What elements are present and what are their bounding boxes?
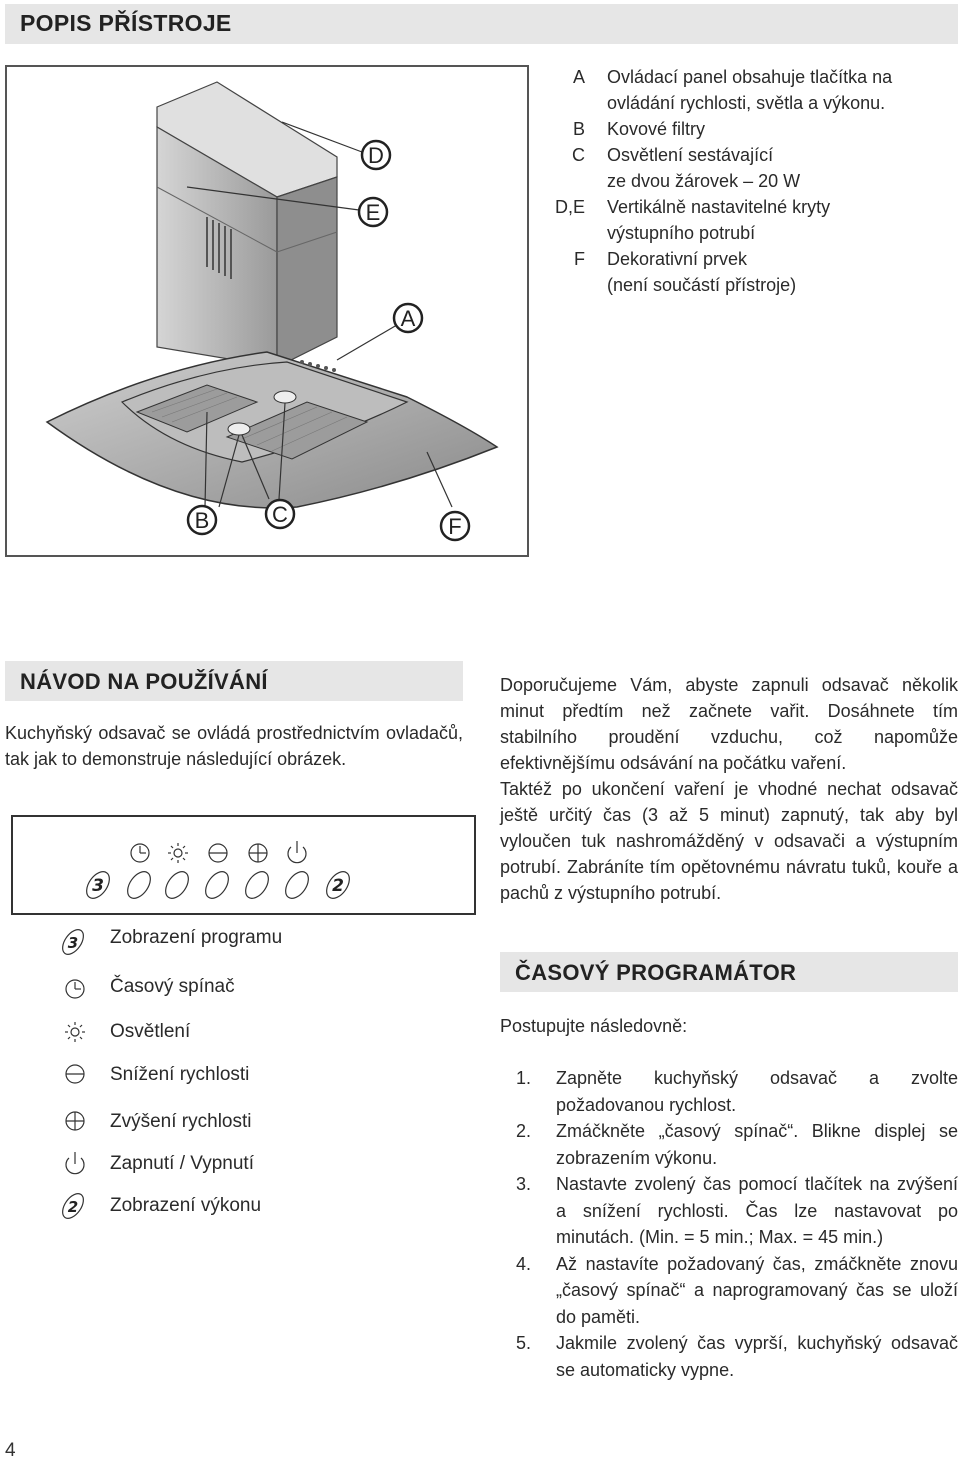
hood-drawing xyxy=(7,67,527,555)
parts-list xyxy=(545,64,892,298)
power-display-icon xyxy=(55,1190,91,1227)
usage-title: NÁVOD NA POUŽÍVÁNÍ xyxy=(20,669,268,694)
timer-step-text: Zmáčkněte „časový spínač“. Blikne displej se zobrazením výkonu. xyxy=(556,1121,958,1168)
panel-power-display: 2 xyxy=(332,876,344,896)
part-letter: D,E xyxy=(554,197,585,217)
part-letter: B xyxy=(572,119,585,139)
label-c: C xyxy=(272,502,288,527)
part-description: Dekorativní prvek xyxy=(607,249,748,269)
svg-text:3: 3 xyxy=(67,934,79,952)
usage-intro: Kuchyňský odsavač se ovládá prostřednictvím ovladačů, tak jak to demonstruje následující obrázek. xyxy=(5,723,463,769)
part-letter: F xyxy=(574,249,585,269)
legend-label-power-display: Zobrazení výkonu xyxy=(110,1195,262,1216)
panel-power-icon xyxy=(288,841,306,863)
legend-label-minus: Snížení rychlosti xyxy=(110,1064,250,1085)
legend-label-timer: Časový spínač xyxy=(110,976,235,997)
panel-minus-icon xyxy=(209,844,227,862)
timer-step xyxy=(500,1251,958,1331)
part-letter: A xyxy=(572,67,585,87)
program-display-icon xyxy=(55,926,91,963)
legend-label-light: Osvětlení xyxy=(110,1021,191,1042)
timer-intro: Postupujte následovně: xyxy=(500,1016,688,1036)
timer-step-number: 4. xyxy=(516,1253,532,1274)
part-description: Osvětlení sestávající xyxy=(607,145,774,165)
minus-icon xyxy=(55,1060,91,1093)
label-b: B xyxy=(194,508,210,533)
timer-step xyxy=(500,1118,958,1171)
timer-step xyxy=(500,1065,958,1118)
timer-step-number: 5. xyxy=(516,1333,532,1353)
timer-step-text: Zapněte kuchyňský odsavač a zvolte požadovanou rychlost. xyxy=(556,1068,958,1115)
part-description: Kovové filtry xyxy=(607,119,706,139)
part-description: Vertikálně nastavitelné kryty xyxy=(607,197,831,217)
light-icon xyxy=(55,1018,91,1051)
panel-buttons xyxy=(82,868,354,903)
recommend-paragraph-1: Doporučujeme Vám, abyste zapnuli odsavač několik minut předtím než začnete vařit. Dosáhnete tím stabilního proudění vzduchu, což napomůže efektivnějšímu odsávání na počátku vaření. xyxy=(500,675,958,773)
power-icon xyxy=(55,1149,91,1182)
lamp-1 xyxy=(274,391,296,403)
label-d: D xyxy=(368,143,384,168)
timer-step-text: Jakmile zvolený čas vyprší, kuchyňský odsavač se automaticky vypne. xyxy=(556,1333,958,1380)
panel-light-icon xyxy=(168,843,188,863)
part-letter: C xyxy=(572,145,585,165)
label-f: F xyxy=(448,514,462,539)
hood-illustration xyxy=(5,65,529,557)
timer-step-number: 3. xyxy=(516,1174,532,1194)
part-description: (není součástí přístroje) xyxy=(607,275,797,295)
page-title: POPIS PŘÍSTROJE xyxy=(20,10,232,36)
legend-label-power: Zapnutí / Vypnutí xyxy=(110,1153,254,1174)
part-description: ovládání rychlosti, světla a výkonu. xyxy=(607,93,886,113)
label-e: E xyxy=(365,200,381,225)
timer-step xyxy=(500,1171,958,1251)
timer-steps xyxy=(500,1065,958,1383)
timer-step-number: 2. xyxy=(516,1121,532,1141)
timer-step-text: Až nastavíte požadovaný čas, zmáčkněte znovu „časový spínač“ a naprogramovaný čas se uloží do paměti. xyxy=(556,1253,958,1327)
timer-step-text: Nastavte zvolený čas pomocí tlačítek na zvýšení a snížení rychlosti. Čas lze nastavovat po minutách. (Min. = 5 min.; Max. = 45 min.) xyxy=(556,1174,958,1247)
page-number: 4 xyxy=(5,1440,16,1461)
timer-step-number: 1. xyxy=(516,1068,532,1088)
part-description: výstupního potrubí xyxy=(607,223,756,243)
control-panel-illustration xyxy=(11,815,476,915)
svg-text:2: 2 xyxy=(67,1198,79,1216)
panel-timer-icon xyxy=(131,844,149,862)
panel-plus-icon xyxy=(249,844,267,862)
part-description: Ovládací panel obsahuje tlačítka na xyxy=(607,67,893,87)
legend-label-plus: Zvýšení rychlosti xyxy=(110,1111,252,1132)
recommend-paragraph-2: Taktéž po ukončení vaření je vhodné nechat odsavač ještě určitý čas (3 až 5 minut) zapnutý, tak aby byl vyloučen tuk nashromážděný v odsavači a výstupním potrubí. Zabráníte tím opětovnému návratu tuků, kouře a pachů z výstupního potrubí. xyxy=(500,779,958,903)
timer-step xyxy=(500,1330,958,1383)
timer-title: ČASOVÝ PROGRAMÁTOR xyxy=(515,960,797,985)
plus-icon xyxy=(55,1107,91,1140)
part-description: ze dvou žárovek – 20 W xyxy=(607,171,801,191)
panel-program-display: 3 xyxy=(92,876,104,896)
label-a: A xyxy=(400,306,416,331)
control-panel-drawing xyxy=(13,817,474,913)
timer-icon xyxy=(55,975,91,1008)
lamp-2 xyxy=(228,423,250,435)
legend-label-program: Zobrazení programu xyxy=(110,927,283,948)
